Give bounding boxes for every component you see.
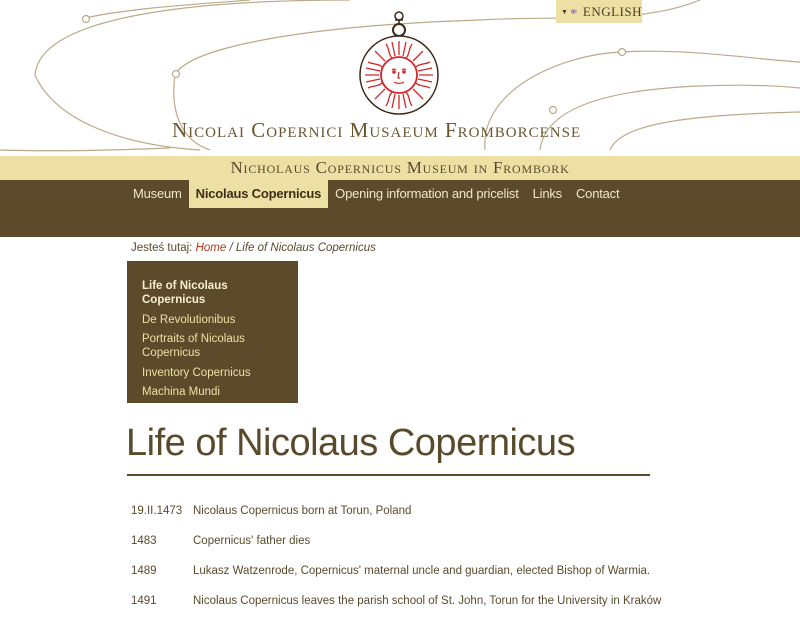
uk-flag-icon <box>571 7 576 16</box>
nav-item-links[interactable]: Links <box>532 186 562 201</box>
main-navigation <box>0 180 800 237</box>
submenu-item-life[interactable]: Life of Nicolaus Copernicus <box>142 280 228 306</box>
breadcrumb-prefix: Jesteś tutaj: <box>131 242 193 254</box>
timeline-event: Lukasz Watzenrode, Copernicus' maternal uncle and guardian, elected Bishop of Warmia. <box>193 565 651 577</box>
title-divider <box>127 474 650 476</box>
nav-item-museum[interactable]: Museum <box>133 186 182 201</box>
nav-item-opening-information[interactable]: Opening information and pricelist <box>335 186 519 201</box>
section-submenu <box>127 261 298 403</box>
caret-down-icon: ▼ <box>561 7 569 16</box>
language-label: ENGLISH <box>582 3 642 19</box>
timeline-event: Copernicus' father dies <box>193 535 311 547</box>
breadcrumb-home-link[interactable]: Home <box>195 242 227 254</box>
breadcrumb-separator: / <box>229 242 233 254</box>
timeline-date: 1491 <box>131 595 157 607</box>
site-title-english: Nicholaus Copernicus Museum in Frombork <box>230 158 570 177</box>
submenu-item-inventory[interactable]: Inventory Copernicus <box>142 366 251 379</box>
timeline-event: Nicolaus Copernicus leaves the parish school of St. John, Torun for the University in Kraków <box>193 595 662 607</box>
submenu-item-machina-mundi[interactable]: Machina Mundi <box>142 386 220 398</box>
breadcrumb-current: Life of Nicolaus Copernicus <box>235 242 376 254</box>
nav-item-contact[interactable]: Contact <box>575 186 620 201</box>
submenu-item-portraits[interactable]: Portraits of Nicolaus Copernicus <box>142 333 245 359</box>
timeline-date: 1489 <box>131 565 157 577</box>
breadcrumb <box>131 242 376 254</box>
timeline-date: 19.II.1473 <box>131 505 183 517</box>
nav-item-nicolaus-copernicus[interactable]: Nicolaus Copernicus <box>189 180 329 208</box>
timeline-date: 1483 <box>131 535 157 547</box>
submenu-item-de-revolutionibus[interactable]: De Revolutionibus <box>142 313 236 326</box>
subtitle-band <box>0 156 800 180</box>
site-title-latin: Nicolai Copernici Musaeum Fromborcense <box>172 118 582 142</box>
page-title: Life of Nicolaus Copernicus <box>126 422 576 464</box>
language-selector[interactable] <box>556 0 642 23</box>
timeline-event: Nicolaus Copernicus born at Torun, Poland <box>193 505 412 517</box>
copernicus-sun-logo[interactable] <box>358 10 440 116</box>
